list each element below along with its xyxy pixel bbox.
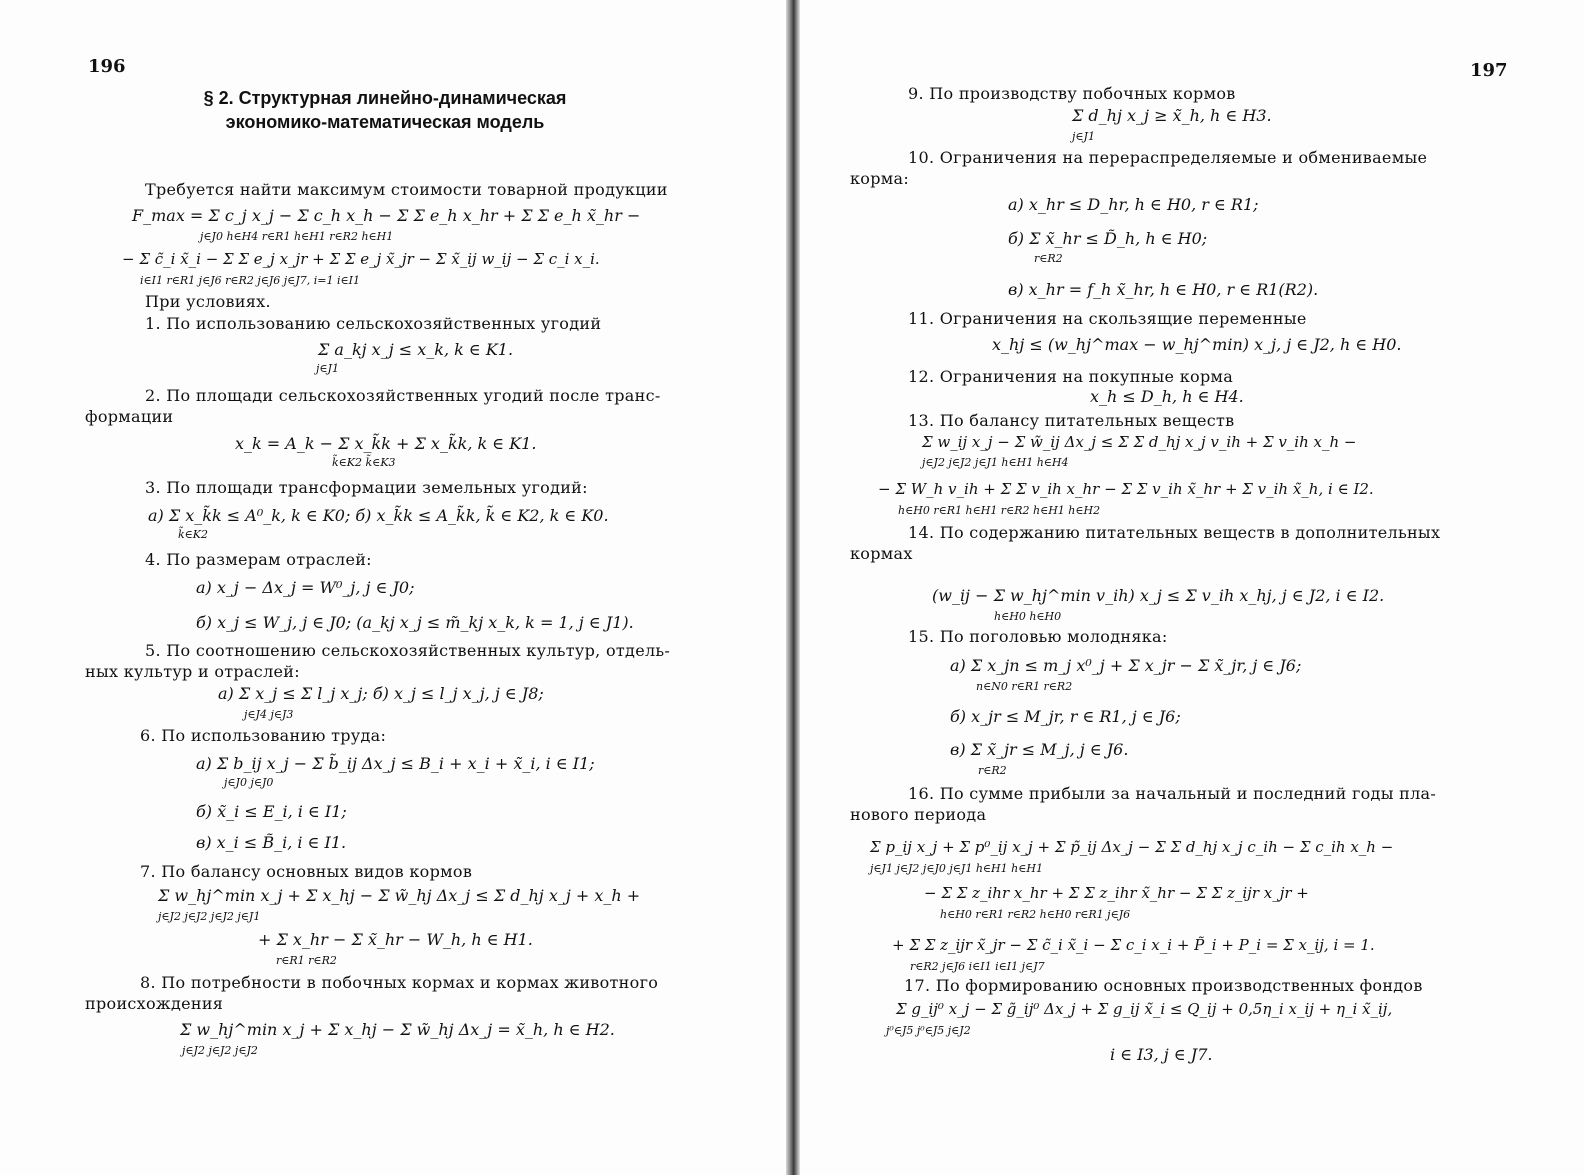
formula: а) Σ x_j ≤ Σ l_j x_j; б) x_j ≤ l_j x_j, j ∈ J8; [218, 684, 544, 703]
formula-subscripts: j∈J4 j∈J3 [244, 708, 294, 721]
formula: x_h ≤ D_h, h ∈ H4. [1090, 387, 1244, 406]
objective-formula: F_max = Σ c_j x_j − Σ c_h x_h − Σ Σ e_h x_hr + Σ Σ e_h x̃_hr − [132, 206, 641, 225]
condition-heading: 15. По поголовью молодняка: [908, 627, 1168, 646]
condition-heading: 11. Ограничения на скользящие переменные [908, 309, 1307, 328]
formula-subscripts: j∈J0 h∈H4 r∈R1 h∈H1 r∈R2 h∈H1 [200, 230, 394, 243]
formula: Σ a_kj x_j ≤ x_k, k ∈ K1. [318, 340, 514, 359]
formula-subscripts: k̃∈K2 k̃∈K3 [332, 456, 396, 469]
formula-subscripts: j∈J0 j∈J0 [224, 776, 274, 789]
formula: а) x_hr ≤ D_hr, h ∈ H0, r ∈ R1; [1008, 195, 1259, 214]
formula: а) Σ b_ij x_j − Σ b̃_ij Δx_j ≤ B_i + x_i + x̃_i, i ∈ I1; [196, 754, 595, 773]
formula: Σ w_hj^min x_j + Σ x_hj − Σ w̃_hj Δx_j ≤ Σ d_hj x_j + x_h + [158, 886, 641, 905]
formula-subscripts: n∈N0 r∈R1 r∈R2 [976, 680, 1073, 693]
formula-subscripts: h∈H0 h∈H0 [994, 610, 1062, 623]
condition-heading: 12. Ограничения на покупные корма [908, 367, 1234, 386]
condition-heading: 1. По использованию сельскохозяйственных угодий [145, 314, 602, 333]
formula-subscripts: k̃∈K2 [178, 528, 209, 541]
formula-subscripts: r∈R2 [978, 764, 1007, 777]
formula-subscripts: j⁰∈J5 j⁰∈J5 j∈J2 [886, 1024, 971, 1037]
condition-heading: 8. По потребности в побочных кормах и кормах животного [140, 973, 659, 992]
book-gutter [786, 0, 800, 1175]
conditions-heading: При условиях. [145, 292, 271, 311]
condition-heading: происхождения [85, 994, 224, 1013]
condition-heading: корма: [850, 169, 910, 188]
condition-heading: 10. Ограничения на перераспределяемые и обмениваемые [908, 148, 1428, 167]
page-number: 197 [1470, 60, 1508, 81]
intro-text: Требуется найти максимум стоимости товарной продукции [145, 180, 668, 199]
formula: Σ g_ij⁰ x_j − Σ g̃_ij⁰ Δx_j + Σ g_ij x̃_i ≤ Q_ij + 0,5η_i x_ij + η_i x̃_ij, [896, 1000, 1393, 1018]
condition-heading: 5. По соотношению сельскохозяйственных культур, отдель- [145, 641, 671, 660]
condition-heading: 2. По площади сельскохозяйственных угодий после транс- [145, 386, 661, 405]
formula-subscripts: j∈J2 j∈J2 j∈J2 [182, 1044, 258, 1057]
formula: в) x_hr = f_h x̃_hr, h ∈ H0, r ∈ R1(R2). [1008, 280, 1319, 299]
condition-heading: 7. По балансу основных видов кормов [140, 862, 473, 881]
formula-subscripts: r∈R1 r∈R2 [276, 954, 337, 967]
condition-heading: кормах [850, 544, 913, 563]
formula-subscripts: j∈J2 j∈J2 j∈J2 j∈J1 [158, 910, 261, 923]
right-page [800, 0, 1584, 1175]
formula: Σ d_hj x_j ≥ x̃_h, h ∈ H3. [1072, 106, 1272, 125]
formula-subscripts: r∈R2 [1034, 252, 1063, 265]
condition-heading: 16. По сумме прибыли за начальный и последний годы пла- [908, 784, 1437, 803]
condition-heading: 6. По использованию труда: [140, 726, 387, 745]
formula: б) Σ x̃_hr ≤ D̃_h, h ∈ H0; [1008, 229, 1208, 248]
formula: Σ w_ij x_j − Σ w̃_ij Δx_j ≤ Σ Σ d_hj x_j v_ih + Σ v_ih x_h − [922, 433, 1357, 451]
formula: (w_ij − Σ w_hj^min v_ih) x_j ≤ Σ v_ih x_hj, j ∈ J2, i ∈ I2. [932, 586, 1385, 605]
formula: а) Σ x_k̃k ≤ A⁰_k, k ∈ K0; б) x_k̃k ≤ A_k̃k, k̃ ∈ K2, k ∈ K0. [148, 506, 609, 525]
formula-subscripts: h∈H0 r∈R1 h∈H1 r∈R2 h∈H1 h∈H2 [898, 504, 1101, 517]
formula: б) x_j ≤ W_j, j ∈ J0; (a_kj x_j ≤ m̃_kj x_k, k = 1, j ∈ J1). [196, 613, 634, 632]
formula-subscripts: r∈R2 j∈J6 i∈I1 i∈I1 j∈J7 [910, 960, 1045, 973]
section-title [150, 86, 620, 134]
page-number: 196 [88, 56, 126, 77]
condition-heading: 4. По размерам отраслей: [145, 550, 372, 569]
condition-heading: 13. По балансу питательных веществ [908, 411, 1235, 430]
formula: − Σ W_h v_ih + Σ Σ v_ih x_hr − Σ Σ v_ih x̃_hr + Σ v_ih x̃_h, i ∈ I2. [878, 480, 1374, 498]
formula: в) x_i ≤ B̃_i, i ∈ I1. [196, 833, 347, 852]
formula: а) x_j − Δx_j = W⁰_j, j ∈ J0; [196, 578, 415, 597]
formula: x_k = A_k − Σ x_k̃k + Σ x_k̃k, k ∈ K1. [235, 434, 537, 453]
formula: б) x_jr ≤ M_jr, r ∈ R1, j ∈ J6; [950, 707, 1181, 726]
formula: б) x̃_i ≤ E_i, i ∈ I1; [196, 802, 347, 821]
formula: в) Σ x̃_jr ≤ M_j, j ∈ J6. [950, 740, 1129, 759]
formula: + Σ Σ z_ijr x̃_jr − Σ c̃_i x̃_i − Σ c_i x_i + P̃_i + P_i = Σ x_ij, i = 1. [892, 936, 1375, 954]
objective-formula: − Σ c̃_i x̃_i − Σ Σ e_j x_jr + Σ Σ e_j x̃_jr − Σ x̃_ij w_ij − Σ c_i x_i. [122, 250, 600, 268]
formula: Σ p_ij x_j + Σ p⁰_ij x_j + Σ p̃_ij Δx_j − Σ Σ d_hj x_j c_ih − Σ c_ih x_h − [870, 838, 1394, 856]
condition-heading: нового периода [850, 805, 987, 824]
condition-heading: 14. По содержанию питательных веществ в дополнительных [908, 523, 1441, 542]
condition-heading: 9. По производству побочных кормов [908, 84, 1236, 103]
condition-heading: ных культур и отраслей: [85, 662, 300, 681]
formula: Σ w_hj^min x_j + Σ x_hj − Σ w̃_hj Δx_j = x̃_h, h ∈ H2. [180, 1020, 615, 1039]
condition-heading: 17. По формированию основных производственных фондов [904, 976, 1423, 995]
left-page [0, 0, 786, 1175]
formula-subscripts: h∈H0 r∈R1 r∈R2 h∈H0 r∈R1 j∈J6 [940, 908, 1131, 921]
formula-subscripts: j∈J1 [316, 362, 339, 375]
formula: x_hj ≤ (w_hj^max − w_hj^min) x_j, j ∈ J2, h ∈ H0. [992, 335, 1402, 354]
condition-heading: формации [85, 407, 174, 426]
condition-heading: 3. По площади трансформации земельных угодий: [145, 478, 588, 497]
formula: − Σ Σ z_ihr x_hr + Σ Σ z_ihr x̃_hr − Σ Σ z_ijr x_jr + [924, 884, 1309, 902]
formula-subscripts: j∈J1 j∈J2 j∈J0 j∈J1 h∈H1 h∈H1 [870, 862, 1043, 875]
formula: а) Σ x_jn ≤ m_j x⁰_j + Σ x_jr − Σ x̃_jr, j ∈ J6; [950, 656, 1302, 675]
formula: + Σ x_hr − Σ x̃_hr − W_h, h ∈ H1. [258, 930, 533, 949]
formula-subscripts: j∈J2 j∈J2 j∈J1 h∈H1 h∈H4 [922, 456, 1069, 469]
formula: i ∈ I3, j ∈ J7. [1110, 1045, 1213, 1064]
title-line: экономико-математическая модель [225, 112, 545, 132]
title-line: § 2. Структурная линейно-динамическая [203, 88, 567, 108]
formula-subscripts: i∈I1 r∈R1 j∈J6 r∈R2 j∈J6 j∈J7, i=1 i∈I1 [140, 274, 360, 287]
formula-subscripts: j∈J1 [1072, 130, 1095, 143]
